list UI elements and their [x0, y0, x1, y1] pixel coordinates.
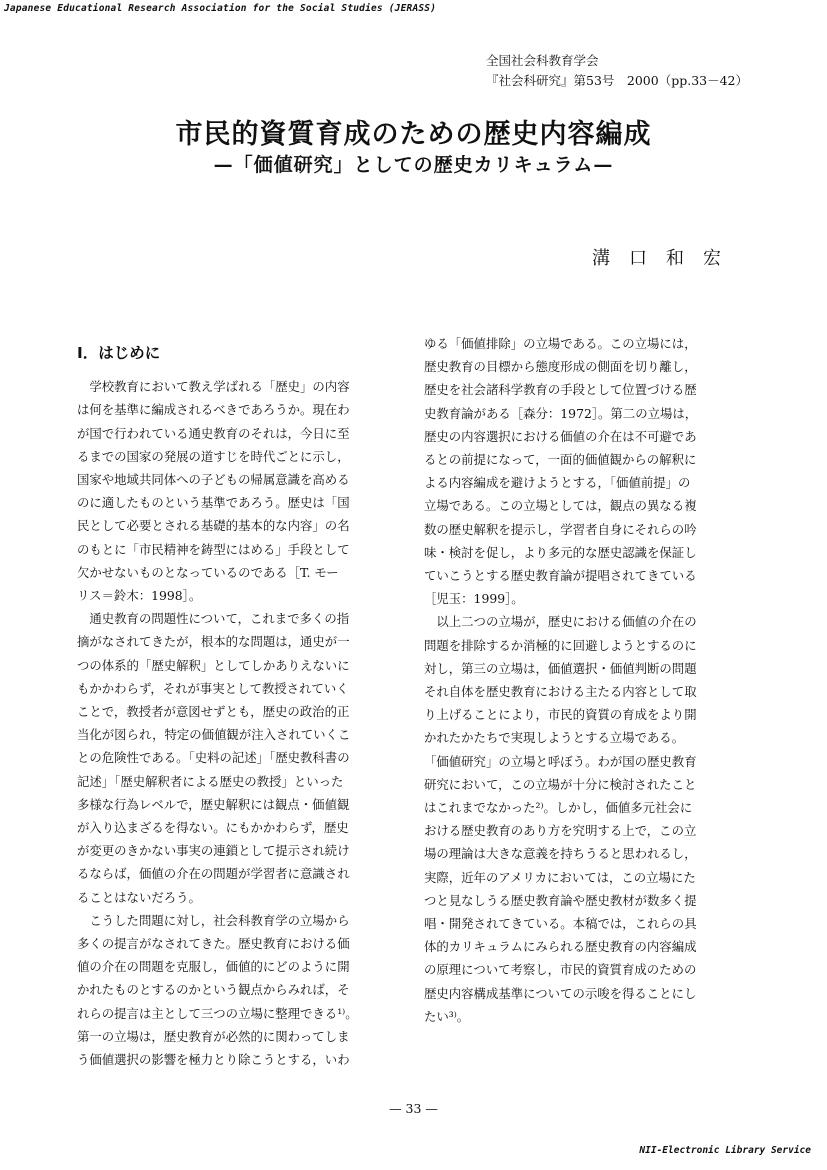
text-line: 実際，近年のアメリカにおいては，この立場にた	[424, 869, 696, 885]
text-line: 歴史教育の目標から態度形成の側面を切り離し，	[424, 359, 697, 375]
journal-citation: 『社会科研究』第53号 2000（pp.33－42）	[486, 73, 749, 88]
text-line: れらの提言は主として三つの立場に整理できる¹⁾。	[77, 1005, 358, 1021]
text-line: 数の歴史解釈を提示し，学習者自身にそれらの吟	[424, 521, 697, 537]
text-line: 味・検討を促し，より多元的な歴史認識を保証し	[424, 544, 697, 560]
text-line: 歴史内容構成基準についての示唆を得ることにし	[424, 985, 697, 1001]
text-line: 体的カリキュラムにみられる歴史教育の内容編成	[424, 939, 697, 955]
text-line: それ自体を歴史教育における主たる内容として取	[424, 684, 697, 700]
text-line: 当化が図られ，特定の価値観が注入されていくこ	[77, 727, 351, 743]
text-line: のもとに「市民精神を鋳型にはめる」手段として	[77, 541, 350, 557]
text-line: 摘がなされてきたが，根本的な問題は，通史が一	[77, 634, 350, 650]
text-line: 学校教育において教え学ばれる「歴史」の内容	[77, 379, 350, 395]
text-line: こうした問題に対し，社会科教育学の立場から	[77, 912, 350, 928]
paper-subtitle: —「価値研究」としての歴史カリキュラム—	[213, 154, 614, 176]
text-line: つと見なしうる歴史教育論や歴史教材が数多く提	[424, 892, 697, 908]
text-line: 第一の立場は，歴史教育が必然的に関わってしま	[77, 1028, 350, 1044]
text-line: るとの前提になって，一面的価値観からの解釈に	[424, 452, 697, 468]
text-line: かれたかたちで実現しようとする立場である。	[424, 730, 685, 746]
author-name: 溝口和宏	[592, 248, 740, 269]
body-column-left	[77, 332, 390, 1071]
text-line: リス＝鈴木：1998］。	[77, 588, 202, 604]
body-column-right	[424, 332, 737, 1028]
header-banner: Japanese Educational Research Association for the Social Studies (JERASS)	[4, 3, 437, 14]
society-name: 全国社会科教育学会	[486, 53, 599, 68]
page-number: — 33 —	[389, 1101, 438, 1116]
text-line: 国家や地域共同体への子どもの帰属意識を高める	[77, 472, 350, 487]
text-line: 通史教育の問題性について，これまで多くの指	[77, 611, 350, 627]
text-line: 史教育論がある［森分：1972］。第二の立場は，	[424, 405, 698, 421]
text-line: つの体系的「歴史解釈」としてしかありえないに	[77, 657, 350, 673]
text-line: よる内容編成を避けようとする，「価値前提」の	[424, 475, 691, 491]
text-line: おける歴史教育のあり方を究明する上で，この立	[424, 823, 697, 839]
text-line: 対し，第三の立場は，価値選択・価値判断の問題	[424, 660, 697, 676]
text-line: 立場である。この立場としては，観点の異なる複	[424, 498, 697, 514]
left-column-text	[77, 375, 390, 1071]
text-line: との危険性である。「史料の記述」「歴史教科書の	[77, 750, 350, 766]
text-line: 唱・開発されてきている。本稿では，これらの具	[424, 916, 697, 932]
text-line: 問題を排除するか消極的に回避しようとするのに	[424, 637, 697, 653]
text-line: はこれまでなかった²⁾。しかし，価値多元社会に	[424, 800, 693, 816]
text-line: 歴史を社会諸科学教育の手段として位置づける歴	[424, 382, 697, 398]
text-line: ［児玉：1999］。	[424, 591, 524, 607]
section-heading: Ⅰ．はじめに	[77, 344, 161, 362]
text-line: 以上二つの立場が，歴史における価値の介在の	[424, 614, 697, 630]
text-line: り上げることにより，市民的資質の育成をより開	[424, 707, 697, 723]
text-line: は何を基準に編成されるべきであろうか。現在わ	[77, 402, 350, 418]
text-line: たい³⁾。	[424, 1008, 470, 1024]
text-line: ることはないだろう。	[77, 889, 201, 905]
text-line: 記述」「歴史解釈者による歴史の教授」といった	[77, 773, 344, 789]
text-line: もかかわらず，それが事実として教授されていく	[77, 680, 349, 696]
footer-service-label: NII-Electronic Library Service	[639, 1145, 811, 1156]
text-line: 多くの提言がなされてきた。歴史教育における価	[77, 936, 350, 952]
text-line: が国で行われている通史教育のそれは，今日に至	[77, 425, 350, 441]
right-column-text	[424, 332, 737, 1028]
text-line: の原理について考察し，市民的資質育成のための	[424, 962, 697, 978]
text-line: う価値選択の影響を極力とり除こうとする，いわ	[77, 1052, 350, 1068]
text-line: ていこうとする歴史教育論が提唱されてきている	[424, 568, 697, 584]
text-line: 値の介在の問題を克服し，価値的にどのように開	[77, 959, 350, 975]
text-line: ことで，教授者が意図せずとも，歴史の政治的正	[77, 704, 350, 720]
text-line: るまでの国家の発展の道すじを時代ごとに示し，	[77, 448, 350, 464]
text-line: 場の理論は大きな意義を持ちうると思われるし，	[424, 846, 697, 862]
text-line: が変更のきかない事実の連鎖として提示され続け	[77, 843, 350, 859]
text-line: ゆる「価値排除」の立場である。この立場には，	[424, 336, 697, 351]
text-line: かれたものとするのかという観点からみれば，そ	[77, 982, 350, 998]
text-line: のに適したものという基準であろう。歴史は「国	[77, 495, 350, 511]
text-line: 歴史の内容選択における価値の介在は不可避であ	[424, 428, 697, 444]
text-line: 欠かせないものとなっているのである［T. モー	[77, 564, 339, 580]
text-line: が入り込まざるを得ない。にもかかわらず，歴史	[77, 820, 349, 836]
text-line: 多様な行為レベルで，歴史解釈には観点・価値観	[77, 796, 350, 812]
text-line: 研究において，この立場が十分に検討されたこと	[424, 776, 697, 792]
journal-info	[486, 51, 748, 91]
text-line: 「価値研究」の立場と呼ぼう。わが国の歴史教育	[424, 753, 697, 769]
text-line: 民として必要とされる基礎的基本的な内容」の名	[77, 518, 350, 534]
text-line: るならば，価値の介在の問題が学習者に意識され	[77, 866, 350, 882]
paper-title: 市民的資質育成のための歴史内容編成	[175, 119, 652, 150]
